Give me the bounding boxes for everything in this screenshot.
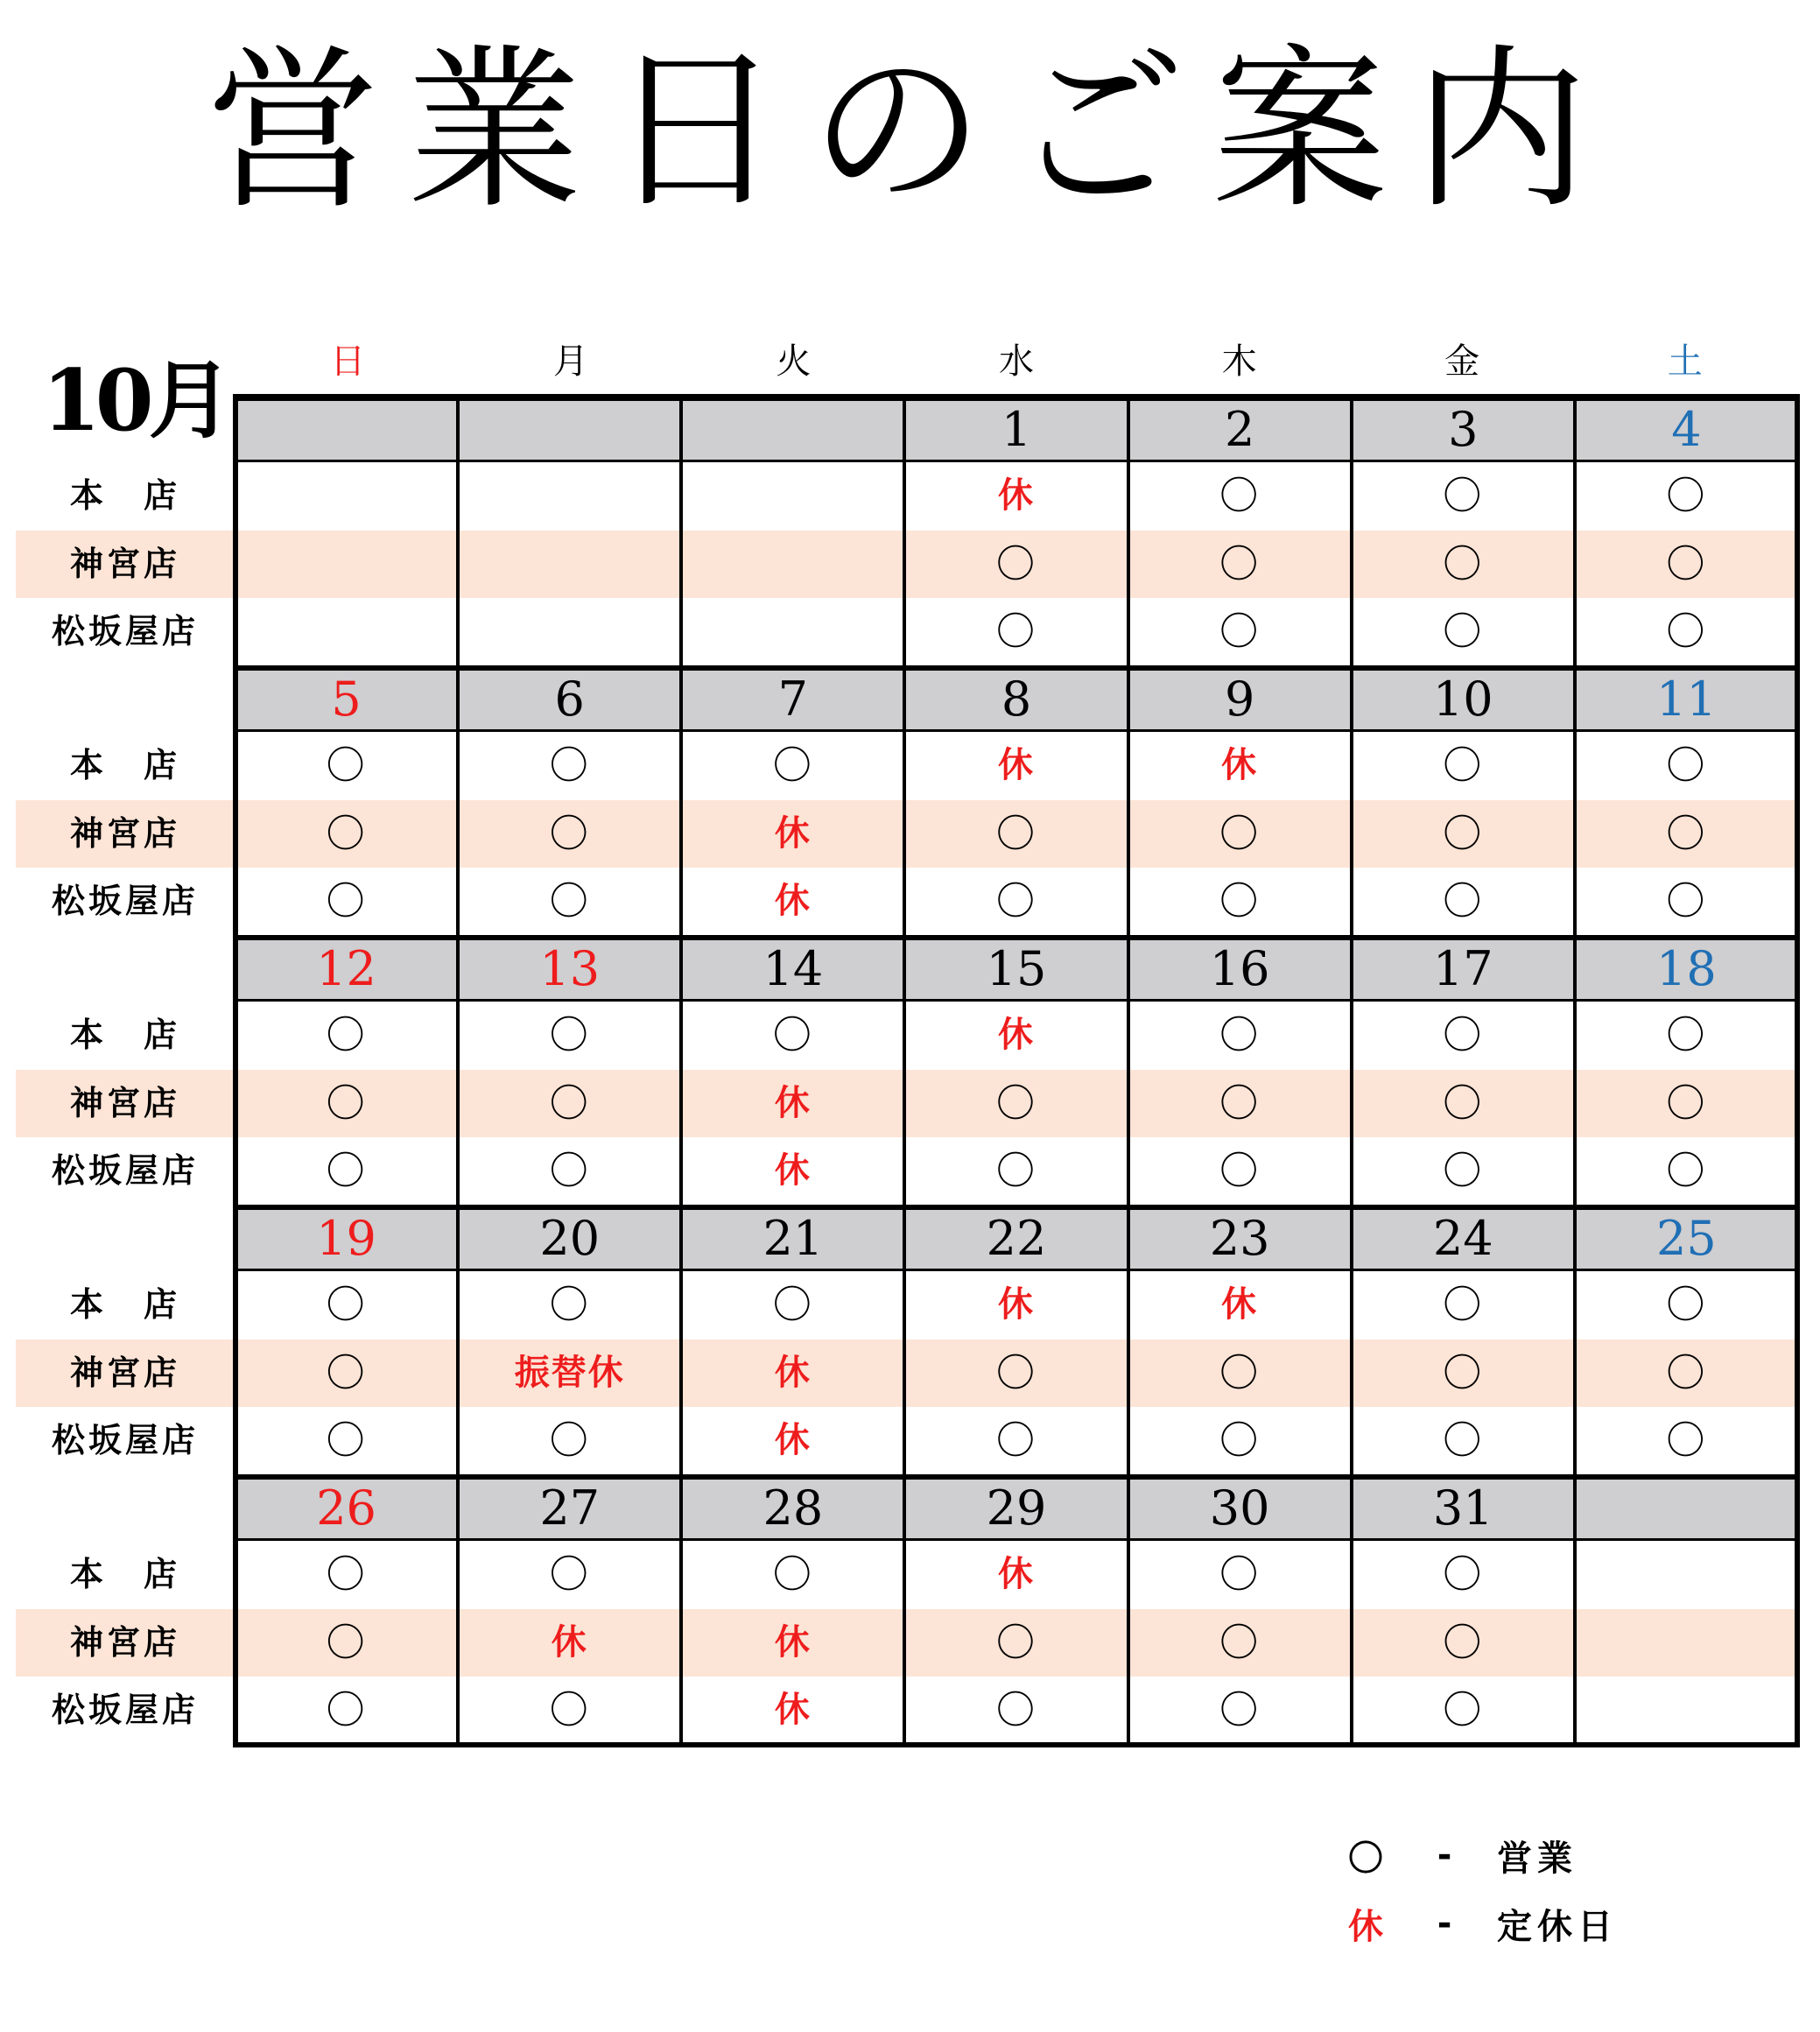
date-cell [235,401,458,460]
status-closed: 休 [551,1622,588,1663]
month-label: 10月 [42,351,228,450]
date-cell: 19 [316,1211,376,1266]
status-open: 〇 [1219,1418,1261,1463]
status-cells [235,1137,1798,1205]
status-cells [235,868,1798,935]
status-open: 〇 [326,1283,367,1327]
store-label: 神宮店 [69,1084,180,1122]
store-row [16,598,1798,665]
status-cells [235,1339,1798,1407]
calendar-week [0,665,1820,935]
status-open: 〇 [1219,542,1261,587]
status-open: 〇 [1443,1081,1484,1126]
status-open: 〇 [1443,1552,1484,1597]
legend-dash: - [1437,1835,1452,1875]
status-open: 〇 [1666,1283,1707,1327]
date-cell: 27 [539,1480,601,1536]
store-label: 松坂屋店 [51,612,199,650]
date-cell: 24 [1432,1211,1493,1266]
status-open: 〇 [1219,1149,1261,1193]
status-open: 〇 [1666,1081,1707,1126]
store-label: 本 店 [69,476,180,515]
weekday-label: 日 [330,341,366,382]
store-label: 本 店 [69,1016,180,1054]
legend-text: 定休日 [1497,1906,1618,1947]
status-closed: 休 [997,1284,1035,1325]
date-cell: 12 [316,941,376,996]
date-cell: 8 [1001,671,1032,727]
date-cell: 1 [1001,402,1032,457]
status-open: 〇 [326,1149,367,1193]
status-open: 〇 [326,1621,367,1665]
status-open: 〇 [326,1081,367,1126]
status-closed: 休 [774,813,812,854]
date-cell: 3 [1448,402,1479,457]
status-open: 〇 [1219,1621,1261,1665]
store-label: 本 店 [69,1555,180,1593]
date-row [235,1474,1798,1541]
date-cell: 16 [1209,941,1270,996]
status-closed: 休 [1221,745,1259,785]
status-open: 〇 [549,1013,590,1058]
status-open: 〇 [1219,1013,1261,1058]
status-open: 〇 [1666,879,1707,924]
status-open: 〇 [326,743,367,788]
status-open: 〇 [995,542,1036,587]
status-open: 〇 [326,1351,367,1396]
status-closed: 休 [774,881,812,921]
store-label: 神宮店 [69,1353,180,1392]
store-label: 本 店 [69,1285,180,1324]
date-cell: 2 [1224,402,1255,457]
status-closed: 休 [997,1554,1035,1594]
status-closed: 休 [774,1353,812,1393]
status-open: 〇 [1443,1688,1484,1733]
page-title: 営業日のご案内 [205,29,1615,233]
calendar-bottom-border [233,1742,1800,1747]
store-row [16,1407,1798,1474]
status-open: 〇 [1443,812,1484,856]
store-row [16,1271,1798,1339]
status-open: 〇 [1443,879,1484,924]
status-closed: 休 [774,1150,812,1191]
date-cell: 9 [1224,671,1255,727]
store-label: 本 店 [69,746,180,784]
status-open: 〇 [1443,474,1484,518]
date-cell: 10 [1432,671,1493,727]
status-open: 〇 [326,1418,367,1463]
status-open: 〇 [1443,1351,1484,1396]
status-open: 〇 [1666,474,1707,518]
status-open: 〇 [326,1688,367,1733]
status-open: 〇 [1219,879,1261,924]
store-label: 松坂屋店 [51,882,199,920]
status-open: 〇 [1666,542,1707,587]
store-label: 神宮店 [69,1623,180,1662]
status-open: 〇 [772,743,813,788]
legend [1339,1821,1760,1958]
status-open: 〇 [1219,1351,1261,1396]
status-open: 〇 [1443,1621,1484,1665]
status-closed: 休 [774,1690,812,1730]
status-cells [235,531,1798,598]
status-open: 〇 [549,812,590,856]
status-cells [235,800,1798,868]
status-cells [235,1541,1798,1608]
weekday-label: 火 [776,341,812,382]
status-empty [458,598,681,665]
weekday-label: 木 [1221,341,1257,382]
status-open: 〇 [549,743,590,788]
date-cell: 26 [316,1480,376,1536]
store-row [16,1070,1798,1137]
status-empty [681,462,904,530]
date-cell: 6 [554,671,585,727]
status-empty [235,598,458,665]
status-closed: 休 [1221,1284,1259,1325]
status-open: 〇 [549,1418,590,1463]
status-cells [235,1002,1798,1069]
date-cell: 31 [1432,1480,1493,1536]
status-open: 〇 [326,879,367,924]
status-open: 〇 [549,879,590,924]
status-closed: 休 [997,1015,1035,1055]
status-cells [235,462,1798,530]
status-open: 〇 [326,1013,367,1058]
status-open: 〇 [1666,812,1707,856]
status-open: 〇 [772,1552,813,1597]
weekday-label: 水 [998,341,1034,382]
status-cells [235,732,1798,799]
status-open: 〇 [1443,743,1484,788]
status-empty [681,531,904,598]
status-empty [235,531,458,598]
store-row [16,732,1798,799]
date-cell: 25 [1656,1211,1717,1266]
status-open: 〇 [549,1149,590,1193]
status-closed: 休 [997,745,1035,785]
store-row [16,1002,1798,1069]
status-closed: 休 [774,1622,812,1663]
status-open: 〇 [1443,1013,1484,1058]
status-closed: 休 [774,1420,812,1460]
store-row [16,868,1798,935]
status-cells [235,1407,1798,1474]
calendar-week [0,935,1820,1205]
status-open: 〇 [326,812,367,856]
status-open: 〇 [995,1149,1036,1193]
status-open: 〇 [1666,1418,1707,1463]
status-closed: 休 [997,475,1035,516]
store-row [16,1677,1798,1744]
status-cells [235,1070,1798,1137]
legend-item-closed [1339,1889,1760,1958]
status-open: 〇 [1219,474,1261,518]
date-cell: 17 [1432,941,1493,996]
weekday-label: 月 [552,341,588,382]
calendar-week [0,396,1820,665]
date-cell: 5 [331,671,362,727]
calendar-week [0,1474,1820,1744]
store-label: 松坂屋店 [51,1151,199,1190]
status-open: 〇 [772,1013,813,1058]
weekday-header-row [236,331,1796,392]
status-cells [235,1609,1798,1677]
store-row [16,531,1798,598]
status-open: 〇 [1443,542,1484,587]
store-label: 神宮店 [69,545,180,583]
date-cell: 14 [762,941,824,996]
status-open: 〇 [1666,743,1707,788]
date-cell [1575,1480,1798,1538]
weekday-label: 土 [1667,341,1703,382]
store-label: 松坂屋店 [51,1691,199,1729]
date-row [235,396,1798,462]
date-row [235,1205,1798,1271]
status-open: 〇 [1666,609,1707,654]
status-open: 〇 [326,1552,367,1597]
date-cell: 29 [986,1480,1047,1536]
date-cell: 21 [762,1211,824,1266]
closed-symbol: 休 [1348,1906,1383,1947]
legend-dash: - [1437,1903,1452,1944]
status-open: 〇 [1666,1013,1707,1058]
weekday-label: 金 [1444,341,1480,382]
open-symbol: 〇 [1348,1838,1383,1879]
status-open: 〇 [995,879,1036,924]
status-empty [458,462,681,530]
status-open: 〇 [549,1283,590,1327]
store-label: 神宮店 [69,814,180,853]
calendar-week [0,1205,1820,1474]
legend-item-open [1339,1821,1760,1889]
status-open: 〇 [549,1688,590,1733]
status-open: 〇 [549,1552,590,1597]
status-open: 〇 [995,812,1036,856]
store-row [16,1339,1798,1407]
status-open: 〇 [1443,1149,1484,1193]
status-open: 〇 [1219,812,1261,856]
date-cell: 28 [762,1480,824,1536]
date-cell: 15 [986,941,1047,996]
status-open: 〇 [1443,609,1484,654]
date-cell [681,401,904,460]
date-cell: 7 [777,671,809,727]
store-row [16,800,1798,868]
status-empty [681,598,904,665]
status-open: 〇 [1443,1283,1484,1327]
status-open: 〇 [995,1418,1036,1463]
date-cell: 30 [1209,1480,1270,1536]
date-cell: 18 [1656,941,1717,996]
status-open: 〇 [995,1688,1036,1733]
status-closed: 休 [774,1083,812,1123]
status-cells [235,1271,1798,1339]
status-open: 〇 [995,1351,1036,1396]
status-open: 〇 [995,1081,1036,1126]
status-open: 〇 [1219,1688,1261,1733]
date-cell: 23 [1209,1211,1270,1266]
status-empty [458,531,681,598]
status-empty [1575,1677,1798,1744]
date-row [235,935,1798,1002]
business-calendar [0,396,1820,1744]
store-label: 松坂屋店 [51,1421,199,1459]
date-cell [458,401,681,460]
date-row [235,665,1798,732]
status-open: 〇 [1219,1552,1261,1597]
date-cell: 22 [986,1211,1047,1266]
status-open: 〇 [1443,1418,1484,1463]
status-open: 〇 [772,1283,813,1327]
store-row [16,1541,1798,1608]
store-row [16,462,1798,530]
status-open: 〇 [1666,1351,1707,1396]
date-cell: 11 [1656,671,1717,727]
status-empty [1575,1609,1798,1677]
date-cell: 20 [539,1211,601,1266]
store-row [16,1137,1798,1205]
status-open: 〇 [995,1621,1036,1665]
status-open: 〇 [1219,609,1261,654]
status-cells [235,1677,1798,1744]
date-cell: 13 [539,941,601,996]
date-cell: 4 [1671,402,1702,457]
status-empty [1575,1541,1798,1608]
status-open: 〇 [549,1081,590,1126]
status-open: 〇 [1666,1149,1707,1193]
store-row [16,1609,1798,1677]
legend-text: 営業 [1497,1838,1578,1879]
status-closed: 振替休 [514,1353,625,1393]
status-cells [235,598,1798,665]
status-empty [235,462,458,530]
status-open: 〇 [1219,1081,1261,1126]
status-open: 〇 [995,609,1036,654]
